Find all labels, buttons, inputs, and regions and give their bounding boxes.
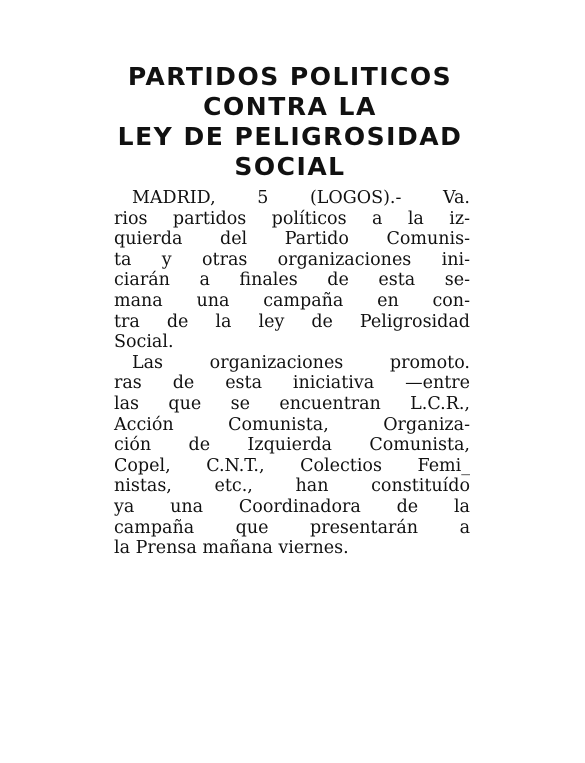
text-line: quierda del Partido Comunis- [114,229,470,250]
text-line: MADRID, 5 (LOGOS).- Va. [132,188,470,208]
text-line: tra de la ley de Peligrosidad [114,311,470,332]
paragraph-2 [114,353,470,559]
text-line: mana una campaña en con- [114,290,470,311]
paragraph-1 [114,188,470,353]
headline-line: PARTIDOS POLITICOS [127,62,453,91]
text-line: Las organizaciones promoto. [132,352,470,373]
headline-line: SOCIAL [234,152,346,181]
text-line: ciarán a finales de esta se- [114,270,470,291]
news-clipping [104,62,476,559]
text-line: ras de esta iniciativa —entre [114,373,470,394]
text-line: ta y otras organizaciones ini- [114,249,470,270]
headline [104,62,476,182]
headline-line: CONTRA LA [203,92,377,121]
headline-line: LEY DE PELIGROSIDAD [117,122,463,151]
text-line: Copel, C.N.T., Colectios Femi_ [114,455,470,476]
text-line: la Prensa mañana viernes. [114,538,349,559]
text-line: rios partidos políticos a la iz- [114,208,470,229]
text-line: las que se encuentran L.C.R., [114,393,470,414]
text-line: nistas, etc., han constituído [114,476,470,497]
text-line: ción de Izquierda Comunista, [114,435,470,456]
article-body [104,188,476,559]
text-line: Social. [114,332,174,353]
text-line: campaña que presentarán a [114,517,470,538]
text-line: ya una Coordinadora de la [114,496,470,517]
text-line: Acción Comunista, Organiza- [114,414,470,435]
